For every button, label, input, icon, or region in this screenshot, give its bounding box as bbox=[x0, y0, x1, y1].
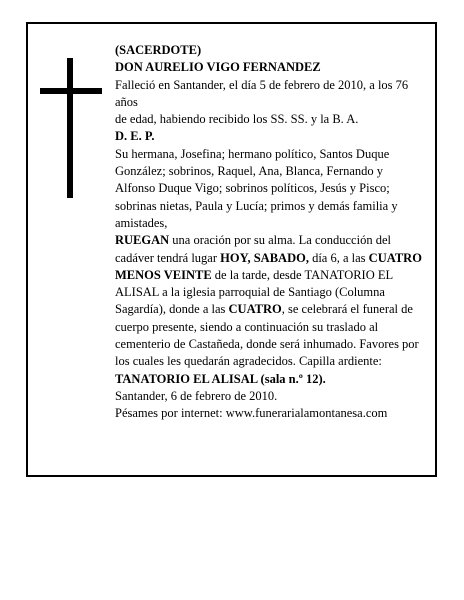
funeral-text-4: , se celebrará el funeral de cuerpo presente, siendo a continuación su traslado al cementerio de Castañeda, donde será inhumado. Favores por los cuales les quedarán agradecidos. Capilla ardiente: bbox=[115, 302, 419, 369]
deceased-name: DON AURELIO VIGO FERNANDEZ bbox=[115, 60, 321, 75]
funeral-details bbox=[115, 232, 425, 388]
notice-text-block bbox=[115, 42, 425, 423]
obituary-notice bbox=[26, 22, 437, 477]
funeral-text-3: de la tarde, desde TANATORIO EL ALISAL a la iglesia parroquial de Santiago (Columna Sagardía), donde a las bbox=[115, 267, 393, 317]
sacraments-statement: de edad, habiendo recibido los SS. SS. y la B. A. bbox=[115, 112, 359, 127]
deceased-role: (SACERDOTE) bbox=[115, 43, 202, 57]
funeral-time: CUATRO MENOS VEINTE bbox=[115, 250, 422, 282]
cross-vertical-bar bbox=[67, 58, 73, 198]
death-statement: Falleció en Santander, el día 5 de febrero de 2010, a los 76 años bbox=[115, 77, 409, 109]
condolences-line: Pésames por internet: www.funerarialamontanesa.com bbox=[115, 406, 388, 421]
cross-horizontal-bar bbox=[40, 88, 102, 94]
family-list: Su hermana, Josefina; hermano político, Santos Duque González; sobrinos, Raquel, Ana, Blanca, Fernando y Alfonso Duque Vigo; sobrinos políticos, Jesús y Pisco; sobrinas nietas, Paula y Lucía; primos y demás familia y amistades, bbox=[115, 146, 398, 230]
service-time: CUATRO bbox=[228, 302, 282, 317]
ruegan-word: RUEGAN bbox=[115, 233, 170, 248]
latin-cross-icon bbox=[40, 58, 102, 198]
rip-abbreviation: D. E. P. bbox=[115, 129, 155, 144]
chapel-location: TANATORIO EL ALISAL (sala n.º 12). bbox=[115, 371, 326, 386]
funeral-day: HOY, SABADO, bbox=[220, 250, 309, 265]
notice-date: Santander, 6 de febrero de 2010. bbox=[115, 388, 278, 403]
funeral-text-1: una oración por su alma. La conducción del cadáver tendrá lugar bbox=[115, 233, 391, 265]
funeral-text-2: día 6, a las bbox=[308, 250, 369, 265]
